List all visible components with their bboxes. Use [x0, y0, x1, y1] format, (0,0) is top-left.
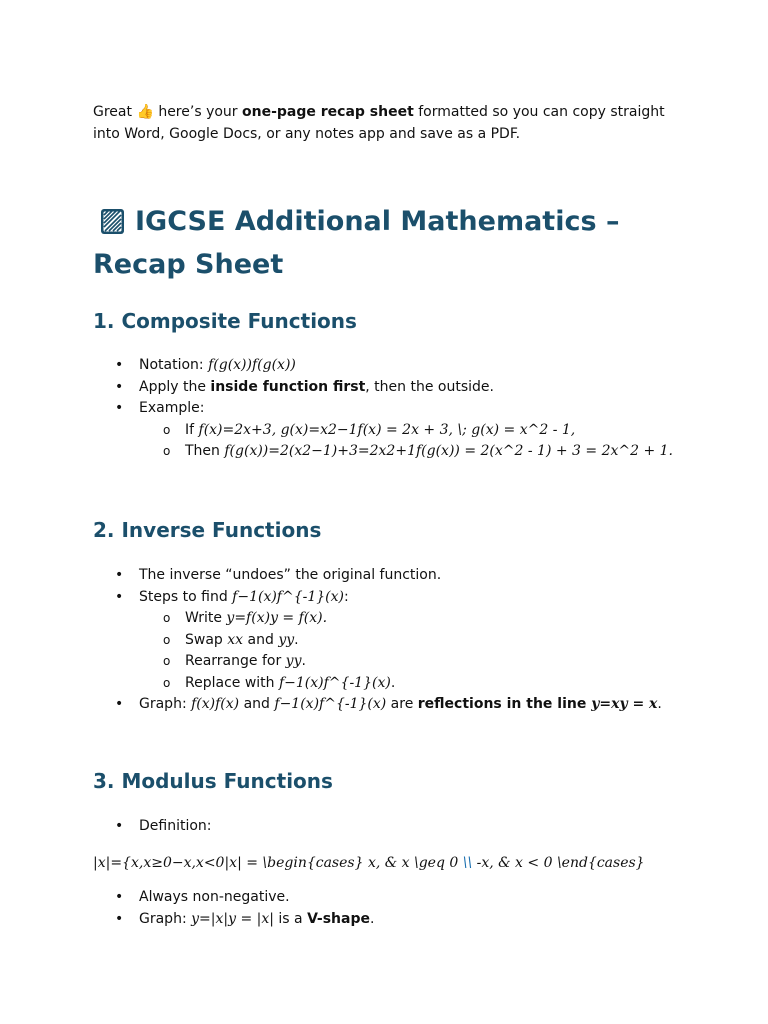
math-expression: yy: [278, 631, 295, 648]
item-text: If: [185, 421, 199, 438]
section-heading-composite: 1. Composite Functions: [93, 309, 357, 333]
sub-list-item: [93, 673, 713, 695]
item-text: .: [301, 653, 306, 669]
thumbs-up-icon: 👍: [136, 104, 154, 120]
list-item: [93, 909, 713, 931]
math-expression: f(g(x))=2(x2−1)+3=2x2+1f(g(x)) = 2(x^2 - 1) + 3 = 2x^2 + 1.: [224, 443, 673, 459]
sub-list-item: [93, 420, 713, 442]
composite-list: [93, 355, 713, 463]
sub-list-item: [93, 651, 713, 673]
item-text: .: [294, 631, 299, 648]
item-text: The inverse “undoes” the original function.: [139, 567, 442, 583]
item-text: Apply the: [139, 378, 211, 395]
sub-list-item: [93, 608, 713, 630]
item-text: Graph:: [139, 910, 192, 927]
item-text: .: [369, 910, 375, 927]
math-expression: y=|x|y = |x|: [191, 910, 274, 927]
item-text: and: [239, 696, 275, 712]
intro-paragraph: [93, 101, 693, 145]
sub-list-item: [93, 630, 713, 652]
modulus-list-b: [93, 887, 713, 930]
list-item: [93, 587, 713, 609]
item-text: :: [343, 588, 349, 605]
math-expression: yy: [285, 653, 302, 669]
item-text: and: [243, 631, 279, 648]
math-line-break: \\: [462, 855, 473, 871]
item-text: Definition:: [139, 818, 212, 834]
math-expression: f−1(x)f^{-1}(x): [232, 588, 344, 605]
math-expression: y=xy = x: [591, 696, 658, 712]
inverse-list: [93, 565, 713, 716]
math-expression: f(g(x))f(g(x)): [208, 357, 296, 373]
item-text: are: [386, 696, 418, 712]
item-text: Always non-negative.: [139, 889, 290, 905]
page-title: [93, 200, 693, 286]
list-item: [93, 355, 713, 377]
item-text: Swap: [185, 631, 228, 648]
item-text: .: [657, 696, 662, 712]
math-expression: f(x)f(x): [191, 696, 240, 712]
math-expression: xx: [227, 631, 244, 648]
math-expression: f−1(x)f^{-1}(x): [274, 696, 387, 712]
item-text: Example:: [139, 400, 205, 416]
intro-text: here’s your: [153, 104, 242, 120]
item-text: Steps to find: [139, 588, 233, 605]
item-bold-text: reflections in the line: [417, 696, 592, 712]
item-text: Notation:: [139, 357, 209, 373]
title-text: IGCSE Additional Mathematics – Recap Sheet: [93, 206, 620, 280]
section-heading-inverse: 2. Inverse Functions: [93, 518, 322, 542]
sub-list-item: [93, 441, 713, 463]
memo-icon: [100, 207, 125, 235]
item-bold-text: V-shape: [307, 910, 370, 927]
item-text: Graph:: [139, 696, 192, 712]
item-text: Replace with: [185, 674, 279, 691]
list-item: [93, 377, 713, 399]
modulus-definition-formula: [93, 852, 733, 874]
modulus-list-a: [93, 816, 713, 838]
item-text: , then the outside.: [365, 378, 494, 395]
item-text: Rearrange for: [185, 653, 286, 669]
item-text: Write: [185, 610, 227, 626]
list-item: [93, 816, 713, 838]
item-text: Then: [185, 443, 225, 459]
math-expression: f(x)=2x+3, g(x)=x2−1f(x) = 2x + 3, \; g(x) = x^2 - 1,: [198, 421, 576, 438]
math-expression: y=f(x)y = f(x).: [226, 610, 328, 626]
intro-bold-text: one-page recap sheet: [242, 104, 414, 120]
math-expression: f−1(x)f^{-1}(x): [278, 674, 391, 691]
list-item: [93, 887, 713, 909]
list-item: [93, 694, 713, 716]
list-item: [93, 398, 713, 420]
math-expression: |x|={x,x≥0−x,x<0|x| = \begin{cases} x, & x \geq 0: [93, 855, 463, 871]
math-expression: -x, & x < 0 \end{cases}: [472, 855, 645, 871]
section-heading-modulus: 3. Modulus Functions: [93, 769, 333, 793]
item-text: .: [390, 674, 396, 691]
intro-text: formatted so you can copy straight into Word, Google Docs, or any notes app and save as a PDF.: [93, 104, 665, 142]
intro-text: Great: [93, 104, 137, 120]
item-text: is a: [273, 910, 308, 927]
item-bold-text: inside function first: [210, 378, 366, 395]
list-item: [93, 565, 713, 587]
